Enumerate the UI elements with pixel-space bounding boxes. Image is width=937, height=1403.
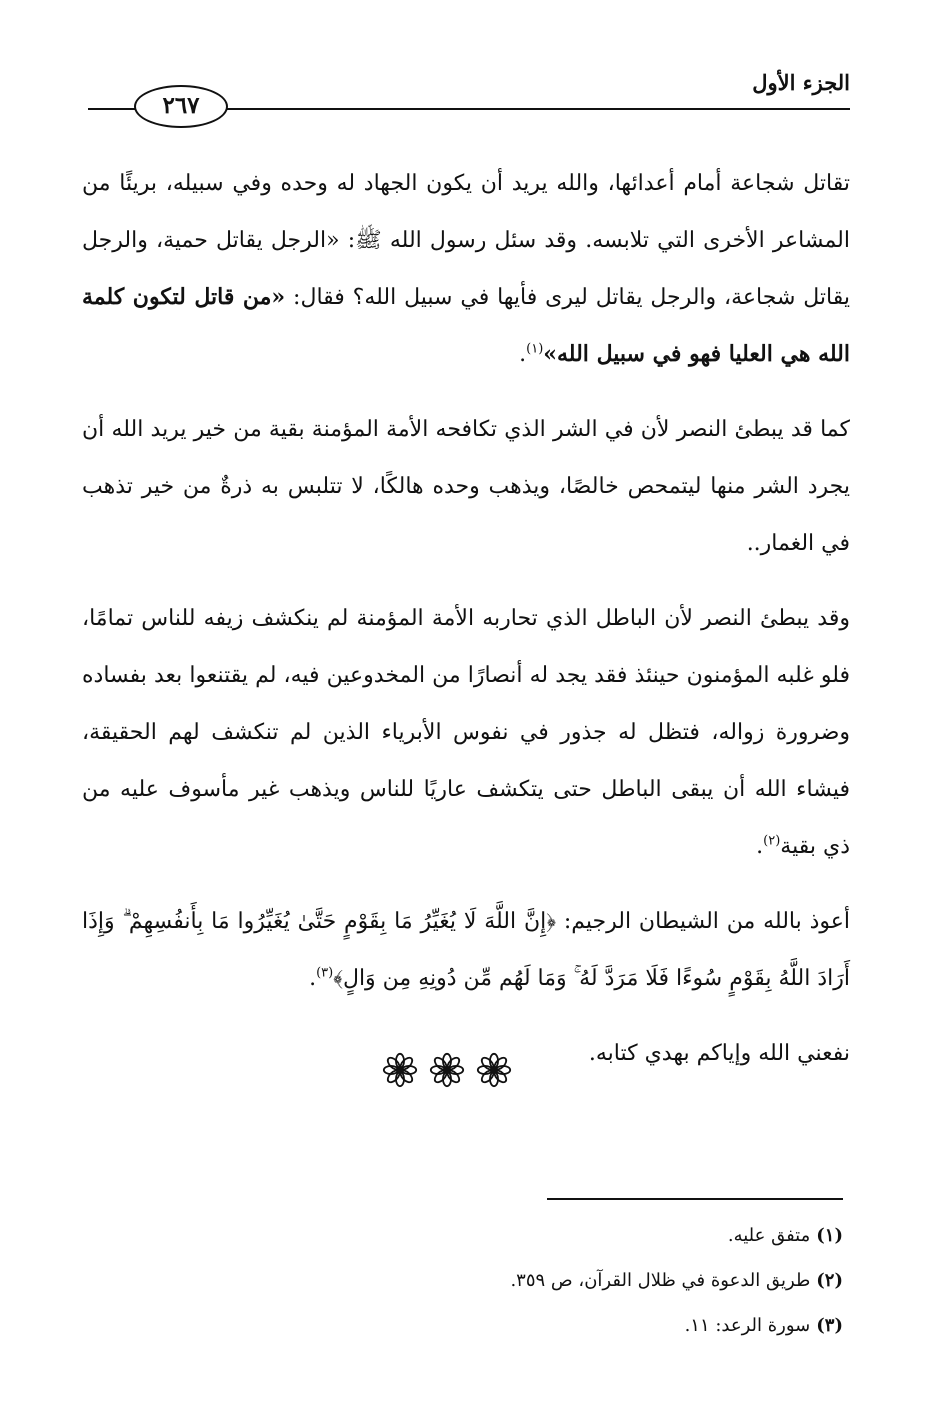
footnote-3 bbox=[510, 1303, 843, 1348]
footnote-number: (٣) bbox=[816, 1315, 843, 1336]
footnote-2 bbox=[510, 1258, 843, 1303]
flower-ornament-icon bbox=[476, 1052, 512, 1088]
paragraph-1-text: تقاتل شجاعة أمام أعدائها، والله يريد أن يكون الجهاد له وحده وفي سبيله، بريئًا من المشاعر الأخرى التي تلابسه. وقد سئل رسول الله ﷺ: «الرجل يقاتل حمية، والرجل يقاتل شجاعة، والرجل يقاتل ليرى فأيها في سبيل الله؟ فقال: bbox=[82, 171, 850, 310]
paragraph-3-end: . bbox=[756, 834, 764, 859]
footnote-ref-2: (٢) bbox=[763, 833, 781, 849]
footnote-ref-1: (١) bbox=[526, 341, 544, 357]
paragraph-1 bbox=[82, 155, 850, 383]
main-text bbox=[82, 155, 850, 1082]
paragraph-4 bbox=[82, 893, 850, 1007]
footnote-1 bbox=[510, 1213, 843, 1258]
paragraph-5: نفعني الله وإياكم بهدي كتابه. bbox=[588, 1041, 850, 1066]
footnotes bbox=[510, 1213, 843, 1348]
section-divider-ornaments bbox=[382, 1052, 512, 1092]
hadith-quote: «من قاتل لتكون كلمة الله هي العليا فهو في سبيل الله» bbox=[82, 284, 850, 367]
paragraph-3 bbox=[82, 590, 850, 875]
flower-ornament-icon bbox=[429, 1052, 465, 1088]
page-number: ٢٦٧ bbox=[134, 85, 228, 128]
paragraph-1-end: . bbox=[519, 342, 527, 367]
footnote-text: متفق عليه. bbox=[727, 1225, 811, 1246]
istiadha: أعوذ بالله من الشيطان الرجيم: bbox=[555, 909, 850, 934]
part-title: الجزء الأول bbox=[752, 70, 850, 95]
quran-verse: ﴿إِنَّ اللَّهَ لَا يُغَيِّرُ مَا بِقَوْمٍ حَتَّىٰ يُغَيِّرُوا مَا بِأَنفُسِهِمْ ۗ وَإِذَا أَرَادَ اللَّهُ بِقَوْمٍ سُوءًا فَلَا مَرَدَّ لَهُ ۚ وَمَا لَهُم مِّن دُونِهِ مِن وَالٍ﴾ bbox=[82, 909, 850, 991]
paragraph-2: كما قد يبطئ النصر لأن في الشر الذي تكافحه الأمة المؤمنة بقية من خير يريد الله أن يجرد الشر منها ليتمحص خالصًا، ويذهب وحده هالكًا، لا تتلبس به ذرةٌ من خير تذهب في الغمار.. bbox=[82, 417, 850, 556]
footnote-text: سورة الرعد: ١١. bbox=[684, 1315, 811, 1336]
flower-ornament-icon bbox=[382, 1052, 418, 1088]
footnote-number: (١) bbox=[816, 1225, 843, 1246]
footnote-ref-3: (٣) bbox=[316, 965, 334, 981]
paragraph-4-end: . bbox=[309, 966, 317, 991]
paragraph-3-text: وقد يبطئ النصر لأن الباطل الذي تحاربه الأمة المؤمنة لم ينكشف زيفه للناس تمامًا، فلو غلبه المؤمنون حينئذ فقد يجد له أنصارًا من المخدوعين فيه، لم يقتنعوا بعد بفساده وضرورة زواله، فتظل له جذور في نفوس الأبرياء الذين لم تنكشف لهم الحقيقة، فيشاء الله أن يبقى الباطل حتى يتكشف عاريًا للناس ويذهب غير مأسوف عليه من ذي بقية bbox=[82, 606, 850, 859]
footnote-text: طريق الدعوة في ظلال القرآن، ص ٣٥٩. bbox=[510, 1270, 811, 1291]
footnote-rule bbox=[547, 1198, 843, 1200]
footnote-number: (٢) bbox=[816, 1270, 843, 1291]
